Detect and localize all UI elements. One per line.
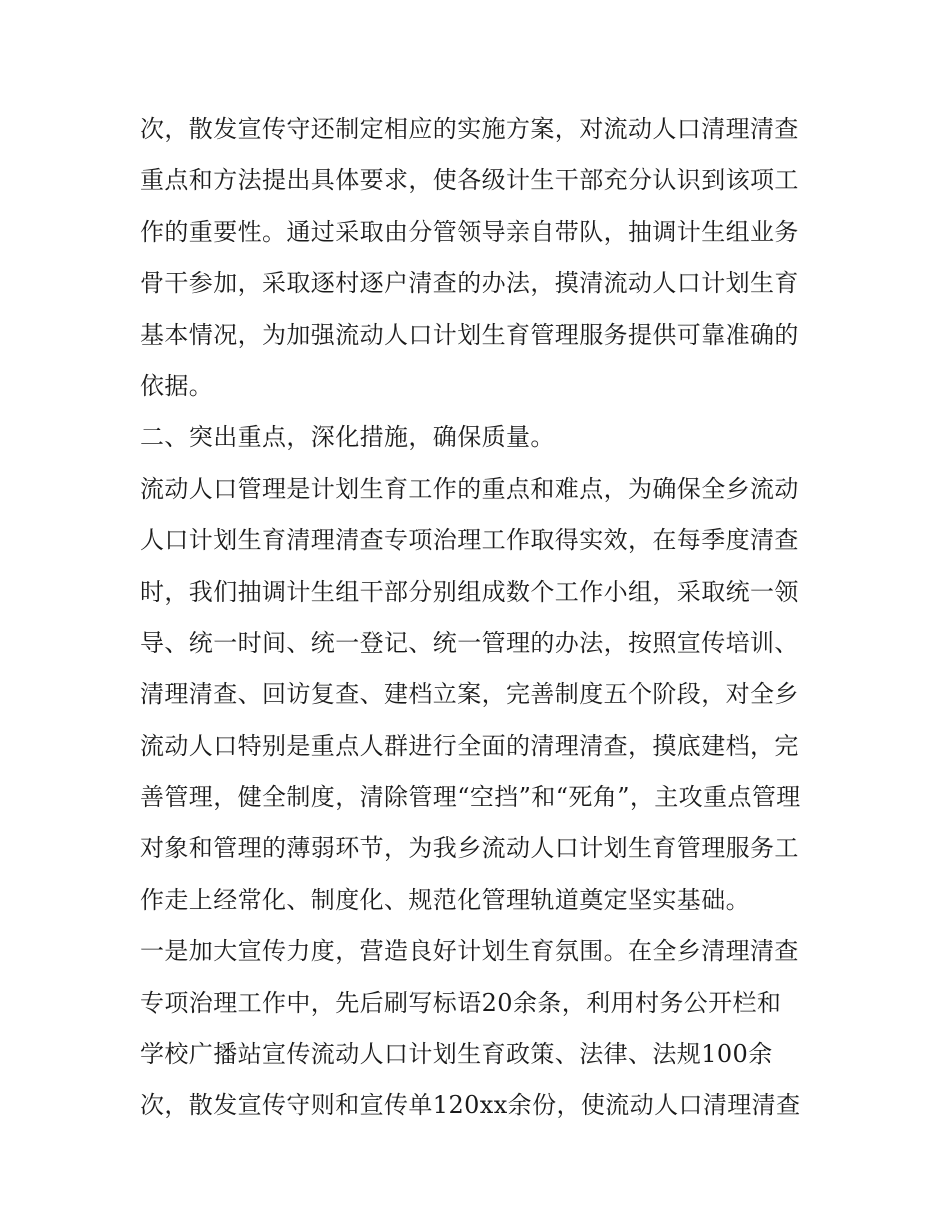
text-line: 善管理，健全制度，清除管理“空挡”和“死角”，主攻重点管理 (140, 783, 801, 812)
text-line: 依据。 (140, 371, 214, 400)
text-line: 重点和方法提出具体要求，使各级计生干部充分认识到该项工 (140, 166, 799, 195)
text-line: 人口计划生育清理清查专项治理工作取得实效，在每季度清查 (140, 526, 799, 555)
text-line: 骨干参加，采取逐村逐户清查的办法，摸清流动人口计划生育 (140, 269, 799, 298)
text-line: 作走上经常化、制度化、规范化管理轨道奠定坚实基础。 (140, 885, 750, 914)
text-line: 次，散发宣传守则和宣传单120xx余份，使流动人口清理清查 (140, 1091, 801, 1120)
text-line: 次，散发宣传守还制定相应的实施方案，对流动人口清理清查 (140, 115, 799, 143)
text-line: 流动人口管理是计划生育工作的重点和难点，为确保全乡流动 (140, 474, 799, 503)
text-line: 清理清查、回访复查、建档立案，完善制度五个阶段，对全乡 (140, 680, 799, 709)
text-line: 作的重要性。通过采取由分管领导亲自带队，抽调计生组业务 (140, 217, 799, 246)
text-line: 专项治理工作中，先后刷写标语20余条，利用村务公开栏和 (140, 988, 782, 1017)
document-body (140, 104, 812, 1132)
text-line: 导、统一时间、统一登记、统一管理的办法，按照宣传培训、 (140, 628, 799, 657)
section-heading: 二、突出重点，深化措施，确保质量。 (140, 423, 555, 452)
text-line: 一是加大宣传力度，营造良好计划生育氛围。在全乡清理清查 (140, 937, 799, 966)
text-line: 时，我们抽调计生组干部分别组成数个工作小组，采取统一领 (140, 577, 799, 606)
text-line: 学校广播站宣传流动人口计划生育政策、法律、法规100余 (140, 1040, 773, 1069)
text-line: 基本情况，为加强流动人口计划生育管理服务提供可靠准确的 (140, 320, 799, 349)
text-line: 流动人口特别是重点人群进行全面的清理清查，摸底建档，完 (140, 731, 799, 760)
text-line: 对象和管理的薄弱环节，为我乡流动人口计划生育管理服务工 (140, 834, 799, 863)
